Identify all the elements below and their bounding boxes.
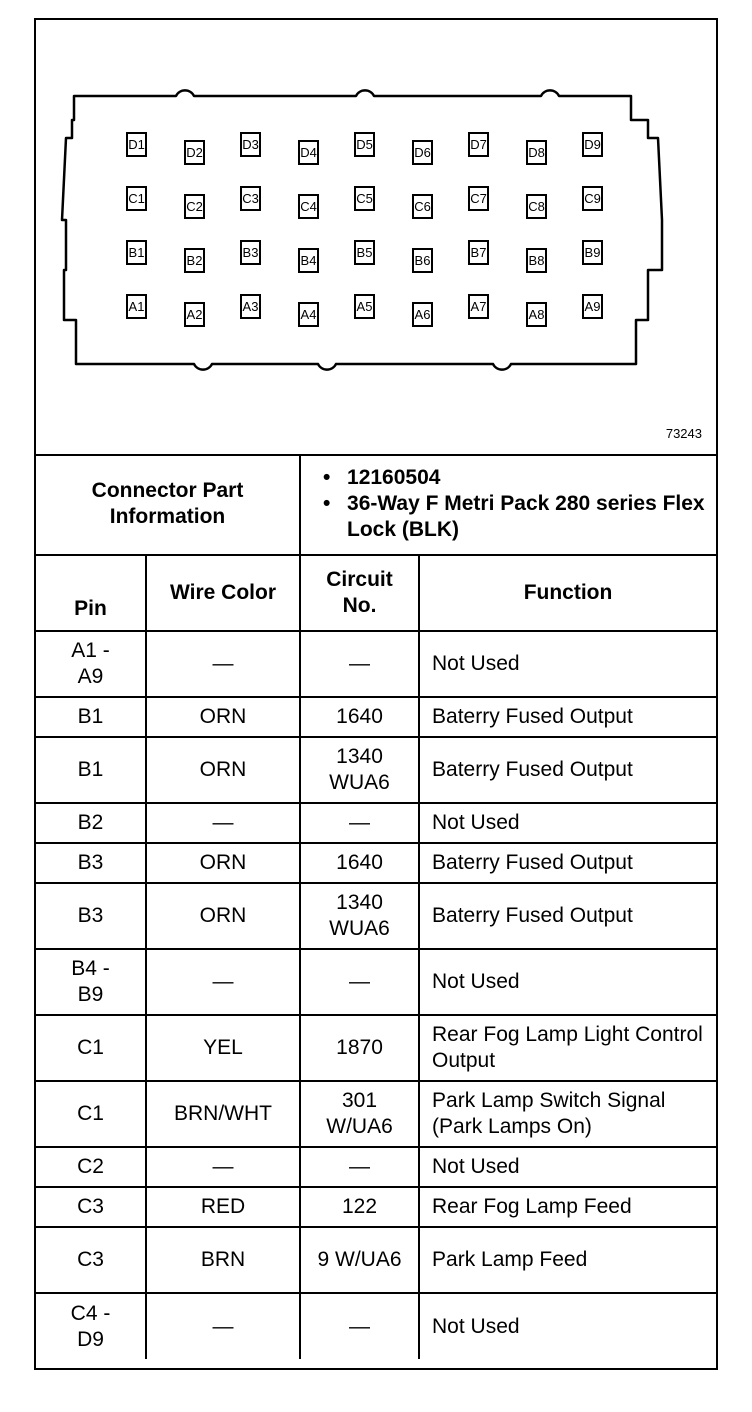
function-cell: Not Used [419, 803, 716, 843]
pin-cavity: C2 [184, 194, 205, 219]
table-row [36, 883, 716, 949]
part-number: • 12160504 [323, 465, 712, 491]
table-row [36, 697, 716, 737]
pin-cavity: C5 [354, 186, 375, 211]
header-row [36, 555, 716, 631]
circuit-cell: 1340 WUA6 [300, 737, 419, 803]
table-row [36, 949, 716, 1015]
connector-description: • 36-Way F Metri Pack 280 series Flex Lock (BLK) [323, 491, 712, 543]
pin-cavity: C8 [526, 194, 547, 219]
connector-info-row [36, 454, 716, 555]
function-cell: Baterry Fused Output [419, 737, 716, 803]
function-cell: Rear Fog Lamp Feed [419, 1187, 716, 1227]
pin-cavity: A8 [526, 302, 547, 327]
pin-cavity: A6 [412, 302, 433, 327]
pin-cavity: D5 [354, 132, 375, 157]
pin-cavity: C3 [240, 186, 261, 211]
pin-cell: C2 [36, 1147, 146, 1187]
function-cell: Not Used [419, 1293, 716, 1359]
pin-cell: C4 - D9 [36, 1293, 146, 1359]
pin-cavity: D2 [184, 140, 205, 165]
circuit-cell: 1640 [300, 697, 419, 737]
table-row [36, 1147, 716, 1187]
wire-color-cell: ORN [146, 737, 300, 803]
pin-cavity: A4 [298, 302, 319, 327]
header-pin: Pin [36, 555, 146, 631]
wire-color-cell: — [146, 949, 300, 1015]
pin-cavity: B9 [582, 240, 603, 265]
pin-cell: B3 [36, 843, 146, 883]
table-row [36, 737, 716, 803]
pin-cavity: C6 [412, 194, 433, 219]
pin-cavity: D4 [298, 140, 319, 165]
circuit-cell: — [300, 1293, 419, 1359]
function-cell: Not Used [419, 949, 716, 1015]
pin-cavity: A2 [184, 302, 205, 327]
pin-cell: C3 [36, 1187, 146, 1227]
pin-cavity: A7 [468, 294, 489, 319]
header-function: Function [419, 555, 716, 631]
wire-color-cell: — [146, 631, 300, 697]
table-row [36, 1015, 716, 1081]
pin-cavity: A9 [582, 294, 603, 319]
circuit-cell: 1640 [300, 843, 419, 883]
pin-cell: B4 - B9 [36, 949, 146, 1015]
pin-cavity: B6 [412, 248, 433, 273]
pin-cavity: B8 [526, 248, 547, 273]
pin-cavity: B3 [240, 240, 261, 265]
connector-sheet [34, 18, 718, 1370]
pin-cavity: A3 [240, 294, 261, 319]
pin-cavity: A1 [126, 294, 147, 319]
table-row [36, 803, 716, 843]
circuit-cell: — [300, 949, 419, 1015]
circuit-cell: 122 [300, 1187, 419, 1227]
circuit-cell: 9 W/UA6 [300, 1227, 419, 1293]
circuit-cell: 1340 WUA6 [300, 883, 419, 949]
connector-outline [36, 20, 716, 454]
wire-color-cell: RED [146, 1187, 300, 1227]
pin-cell: B1 [36, 737, 146, 803]
pin-cell: C1 [36, 1081, 146, 1147]
pin-cell: B2 [36, 803, 146, 843]
table-row [36, 1081, 716, 1147]
pin-cavity: C4 [298, 194, 319, 219]
pin-cell: B1 [36, 697, 146, 737]
function-cell: Baterry Fused Output [419, 843, 716, 883]
function-cell: Park Lamp Switch Signal (Park Lamps On) [419, 1081, 716, 1147]
function-cell: Not Used [419, 631, 716, 697]
pin-cavity: D9 [582, 132, 603, 157]
wire-color-cell: — [146, 1147, 300, 1187]
table-row [36, 1187, 716, 1227]
pin-cavity: D3 [240, 132, 261, 157]
connector-diagram [36, 20, 716, 456]
pin-cavity: B5 [354, 240, 375, 265]
function-cell: Baterry Fused Output [419, 883, 716, 949]
wire-color-cell: — [146, 1293, 300, 1359]
wire-color-cell: ORN [146, 843, 300, 883]
table-row [36, 631, 716, 697]
pin-cavity: D6 [412, 140, 433, 165]
pin-cell: B3 [36, 883, 146, 949]
wire-color-cell: BRN/WHT [146, 1081, 300, 1147]
pin-cell: C1 [36, 1015, 146, 1081]
wire-color-cell: YEL [146, 1015, 300, 1081]
function-cell: Rear Fog Lamp Light Control Output [419, 1015, 716, 1081]
pin-cell: A1 - A9 [36, 631, 146, 697]
pin-cavity: C9 [582, 186, 603, 211]
function-cell: Baterry Fused Output [419, 697, 716, 737]
pin-cavity: D7 [468, 132, 489, 157]
pin-cavity: D8 [526, 140, 547, 165]
pin-cavity: C7 [468, 186, 489, 211]
pin-cavity: B1 [126, 240, 147, 265]
connector-info-label: Connector Part Information [36, 454, 300, 555]
table-row [36, 1227, 716, 1293]
function-cell: Park Lamp Feed [419, 1227, 716, 1293]
circuit-cell: — [300, 1147, 419, 1187]
circuit-cell: — [300, 631, 419, 697]
circuit-cell: 301 W/UA6 [300, 1081, 419, 1147]
header-wire-color: Wire Color [146, 555, 300, 631]
circuit-cell: 1870 [300, 1015, 419, 1081]
table-row [36, 1293, 716, 1359]
wire-color-cell: ORN [146, 697, 300, 737]
pin-cavity: D1 [126, 132, 147, 157]
connector-info-list [300, 454, 716, 555]
function-cell: Not Used [419, 1147, 716, 1187]
wire-color-cell: ORN [146, 883, 300, 949]
pin-cavity: B7 [468, 240, 489, 265]
figure-number: 73243 [665, 426, 702, 441]
pinout-table [36, 454, 716, 1359]
wire-color-cell: BRN [146, 1227, 300, 1293]
pin-cavity: A5 [354, 294, 375, 319]
pin-cavity: B4 [298, 248, 319, 273]
pin-cavity: B2 [184, 248, 205, 273]
pin-cavity: C1 [126, 186, 147, 211]
wire-color-cell: — [146, 803, 300, 843]
circuit-cell: — [300, 803, 419, 843]
pin-cell: C3 [36, 1227, 146, 1293]
header-circuit: Circuit No. [300, 555, 419, 631]
table-row [36, 843, 716, 883]
